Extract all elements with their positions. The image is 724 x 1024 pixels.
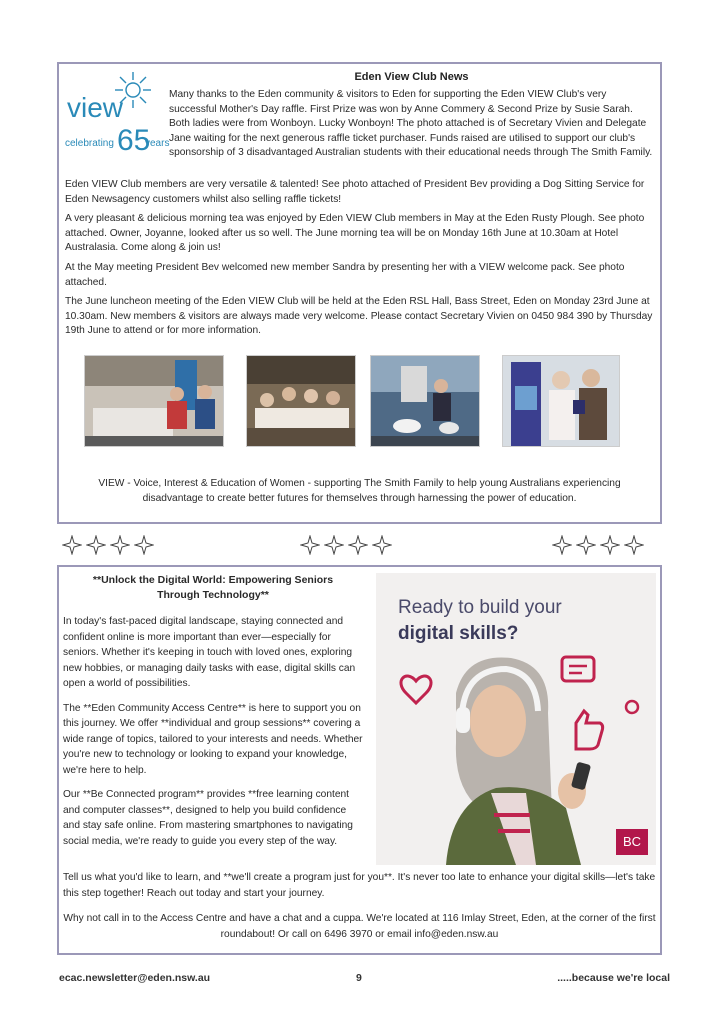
digital-skills-box [57,565,662,955]
view-logo [65,68,169,170]
logo-celebrating: celebrating [65,138,114,149]
four-point-star-icon [600,535,620,555]
four-point-star-icon [62,535,82,555]
digital-paragraph: In today's fast-paced digital landscape, staying connected and confident online is more important than ever—especially for seniors. Whether it's keeping in touch with loved ones, exploring new hobbies, or managing daily tasks with ease, digital skills can open a world of possibilities. [63,616,356,689]
photo-morning-tea [246,355,356,447]
digital-closing [63,870,656,942]
ad-line1: Ready to build your [398,597,562,618]
four-point-star-icon [300,535,320,555]
be-connected-ad [376,573,656,865]
thumbs-up-icon [576,711,603,749]
logo-number: 65 [117,124,151,157]
page-number: 9 [356,972,362,984]
digital-paragraph: Our **Be Connected program** provides **free learning content and computer classes**, designed to help you build confidence and stay safe online. From mastering smartphones to navigating social media, we're ready to guide you every step of the way. [63,789,353,847]
star-divider-center [300,535,392,557]
photo-welcome-pack [502,355,620,447]
digital-article [63,573,363,858]
club-news-paragraph: Eden VIEW Club members are very versatile & talented! See photo attached of President Bev providing a Dog Sitting Service for Eden Newsagency customers whilst also selling raffle tickets! [65,179,645,205]
four-point-star-icon [134,535,154,555]
club-news-paragraph: A very pleasant & delicious morning tea was enjoyed by Eden VIEW Club members in May at the Eden Rusty Plough. See photo attached. Owner, Joyanne, looked after us so well. The June morning tea will be on Monday 16th June at 10.30am at Hotel Australasia. Come along & join us! [65,213,645,254]
footer-email[interactable]: ecac.newsletter@eden.nsw.au [59,972,211,984]
star-divider-left [62,535,154,557]
be-connected-badge: BC [616,829,648,855]
chat-bubble-icon [562,657,594,681]
location-pin-icon [626,701,638,713]
four-point-star-icon [624,535,644,555]
star-divider-right [552,535,644,557]
digital-closing-paragraph: Tell us what you'd like to learn, and **we'll create a program just for you**. It's never too late to enhance your digital skills—let's take this step together! Reach out today and start your journey. [63,872,656,899]
club-news-header [65,68,654,178]
four-point-star-icon [552,535,572,555]
club-photos [65,355,654,451]
four-point-star-icon [576,535,596,555]
logo-word: view [67,92,124,123]
four-point-star-icon [372,535,392,555]
four-point-star-icon [110,535,130,555]
footer-tagline: .....because we're local [557,972,670,984]
club-news-title: Eden View Club News [354,71,469,83]
club-news-paragraph: The June luncheon meeting of the Eden VIEW Club will be held at the Eden RSL Hall, Bass Street, Eden on Monday 23rd June at 10.30am. New members & visitors are always made very welcome. Please contact Secretary Vivien on 0450 984 390 by Thursday 19th June to attend or for more information. [65,296,653,337]
ad-line2: digital skills? [398,623,519,644]
club-news-paragraph: At the May meeting President Bev welcomed new member Sandra by presenting her with a VIEW welcome pack. See photo attached. [65,261,625,288]
club-news-intro: Many thanks to the Eden community & visitors to Eden for supporting the Eden VIEW Club's very successful Mother's Day raffle. First Prize was won by Anne Commery & Second Prize by Susie Sarah. Both ladies were from Wonboyn. Lucky Wonboyn! The photo attached is of Secretary Vivien and Delegate Jane waiting for the next generous raffle ticket purchaser. Funds raised are utilised to support our club's sponsorship of 3 disadvantaged Australian students with their educational needs through The Smith Family. [169,89,653,159]
four-point-star-icon [348,535,368,555]
club-news-box [57,62,662,524]
logo-years: years [145,138,170,149]
four-point-star-icon [324,535,344,555]
photo-dog-sitting [370,355,480,447]
photo-raffle-stall [84,355,224,447]
heart-icon [401,676,431,703]
digital-call-to-action: Why not call in to the Access Centre and have a chat and a cuppa. We're located at 116 Imlay Street, Eden, at the corner of the first roundabout! Or call on 6496 3970 or email info@eden.nsw.au [63,913,656,940]
woman-with-headphones-illustration [376,573,656,865]
digital-paragraph: The **Eden Community Access Centre** is here to support you on this journey. We offer **individual and group sessions** covering a wide range of topics, tailored to your interests and needs. Whether you're new to technology or looking to expand your knowledge, we're here to help. [63,702,363,776]
view-mission-note: VIEW - Voice, Interest & Education of Women - supporting The Smith Family to help young Australians experiencing disadvantage to create better futures for themselves through harnessing the power of education. [98,477,621,504]
four-point-star-icon [86,535,106,555]
digital-headline: **Unlock the Digital World: Empowering Seniors Through Technology** [92,574,334,601]
